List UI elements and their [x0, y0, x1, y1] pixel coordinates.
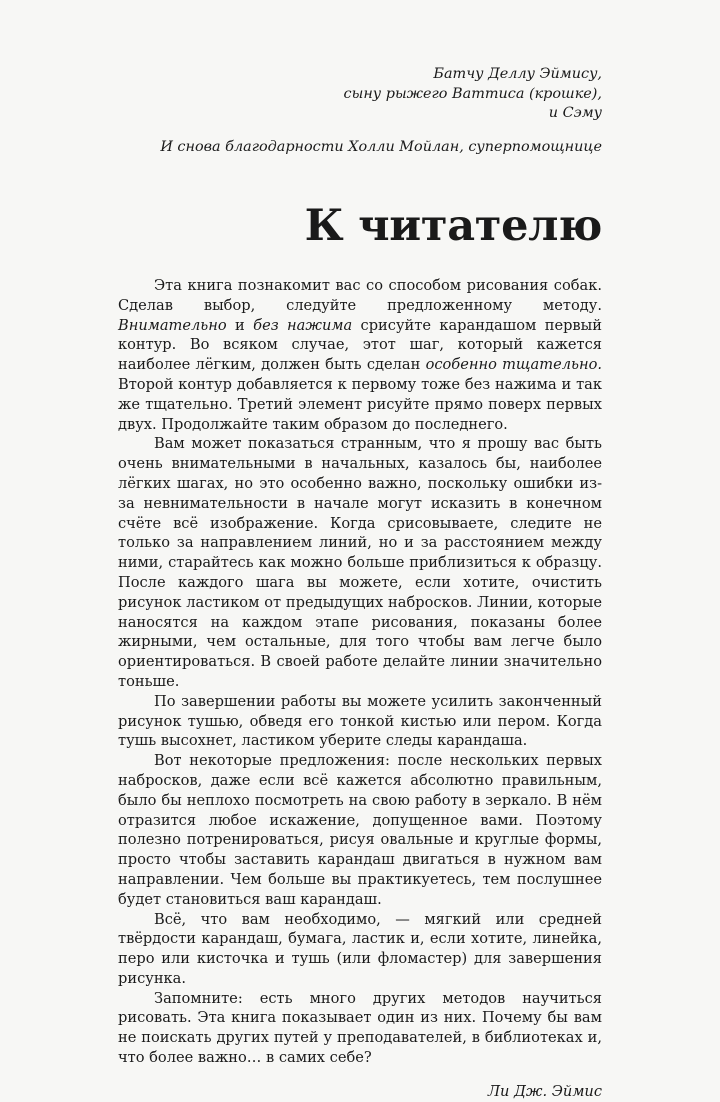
dedication [118, 65, 602, 124]
paragraph-3: По завершении работы вы можете усилить законченный рисунок тушью, обведя его тонкой кистью или пером. Когда тушь высохнет, ластиком уберите следы карандаша. [118, 692, 602, 750]
paragraph-1-part-d: Второй контур добавляется к первому тоже без нажима и так же тщательно. Третий элемент рисуйте прямо поверх первых двух. Продолжайте таким образом до последнего. [118, 375, 602, 433]
paragraph-1-emphasis-3: особенно тщательно. [425, 356, 602, 374]
dedication-line-2: сыну рыжего Ваттиса (крошке), [343, 85, 602, 102]
paragraph-1-part-c: срисуйте карандашом первый контур. Во всяком случае, этот шаг, который кажется наиболее лёгким, должен быть сделан [118, 316, 602, 374]
paragraph-1 [118, 276, 602, 434]
author-signature: Ли Дж. Эймис [487, 1082, 602, 1100]
paragraph-1-part-b: и [226, 316, 254, 334]
dedication-line-3: и Сэму [548, 105, 602, 121]
paragraph-5: Всё, что вам необходимо, — мягкий или средней твёрдости карандаш, бумага, ластик и, если хотите, линейка, перо или кисточка и тушь (или фломастер) для завершения рисунка. [118, 910, 602, 987]
paragraph-1-emphasis-2: без нажима [253, 316, 353, 334]
paragraph-6: Запомните: есть много других методов научиться рисовать. Эта книга показывает один из них. Почему бы вам не поискать других путей у преподавателей, в библиотеках и, что более важно… в самих себе? [118, 989, 602, 1067]
acknowledgement: И снова благодарности Холли Мойлан, суперпомощнице [160, 138, 602, 155]
paragraph-2: Вам может показаться странным, что я прошу вас быть очень внимательными в начальных, казалось бы, наиболее лёгких шагах, но это особенно важно, поскольку ошибки из-за невнимательности в начале могут исказить в конечном счёте всё изображение. Когда срисовываете, следите не только за направлением линий, но и за расстоянием между ними, старайтесь как можно больше приблизиться к образцу. После каждого шага вы можете, если хотите, очистить рисунок ластиком от предыдущих набросков. Линии, которые наносятся на каждом этапе рисования, показаны более жирными, чем остальные, для того чтобы вам легче было ориентироваться. В своей работе делайте линии значительно тоньше. [118, 435, 602, 690]
body-text [118, 276, 602, 1068]
dedication-line-1: Батчу Деллу Эймису, [433, 66, 602, 82]
paragraph-1-part-a: Эта книга познакомит вас со способом рисования собак. Сделав выбор, следуйте предложенному методу. [118, 277, 602, 314]
paragraph-1-emphasis-1: Внимательно [118, 316, 227, 334]
paragraph-4: Вот некоторые предложения: после нескольких первых набросков, даже если всё кажется абсолютно правильным, было бы неплохо посмотреть на свою работу в зеркало. В нём отразится любое искажение, допущенное вами. Поэтому полезно потренироваться, рисуя овальные и круглые формы, просто чтобы заставить карандаш двигаться в нужном вам направлении. Чем больше вы практикуетесь, тем послушнее будет становиться ваш карандаш. [118, 752, 602, 908]
page-heading: К читателю [304, 201, 602, 251]
